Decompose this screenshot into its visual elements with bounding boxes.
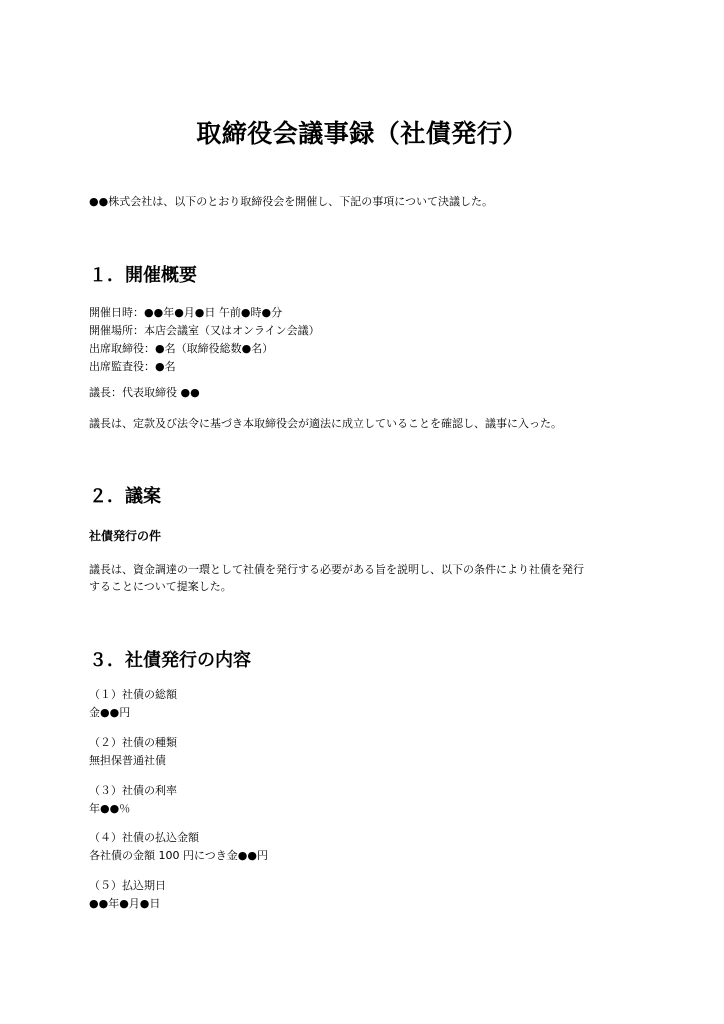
agenda-body-line: することについて提案した。 — [89, 580, 232, 593]
bond-item-label: （１）社債の総額 — [89, 688, 177, 701]
intro-text: ●●株式会社は、以下のとおり取締役会を開催し、下記の事項について決議した。 — [89, 195, 493, 208]
chair-statement: 議長は、定款及び法令に基づき本取締役会が適法に成立していることを確認し、議事に入った。 — [89, 417, 562, 430]
bond-item-value: 無担保普通社債 — [89, 754, 166, 767]
bond-item-value: 年●●％ — [89, 802, 131, 815]
section-heading-overview: １．開催概要 — [89, 265, 197, 286]
bond-item-label: （４）社債の払込金額 — [89, 831, 199, 844]
bond-item-label: （５）払込期日 — [89, 879, 166, 892]
bond-item-label: （２）社債の種類 — [89, 736, 177, 749]
section-heading-bond-terms: ３．社債発行の内容 — [89, 650, 251, 671]
document-title: 取締役会議事録（社債発行） — [196, 119, 528, 148]
bond-item-value: 金●●円 — [89, 706, 131, 719]
agenda-body-line: 議長は、資金調達の一環として社債を発行する必要がある旨を説明し、以下の条件により社債を発行 — [89, 563, 584, 576]
bond-item-label: （３）社債の利率 — [89, 784, 177, 797]
section-heading-agenda: ２．議案 — [89, 486, 161, 507]
meeting-datetime: 開催日時：●●年●月●日 午前●時●分 — [89, 306, 283, 319]
agenda-subheading: 社債発行の件 — [89, 529, 162, 543]
bond-item-value: 各社債の金額 100 円につき金●●円 — [89, 849, 268, 862]
agenda-body — [89, 561, 649, 595]
attending-directors: 出席取締役：●名（取締役総数●名） — [89, 342, 274, 355]
chairperson: 議長：代表取締役 ●● — [89, 386, 200, 399]
meeting-location: 開催場所：本店会議室（又はオンライン会議） — [89, 324, 320, 337]
bond-item-value: ●●年●月●日 — [89, 897, 161, 910]
attending-auditors: 出席監査役：●名 — [89, 360, 176, 373]
